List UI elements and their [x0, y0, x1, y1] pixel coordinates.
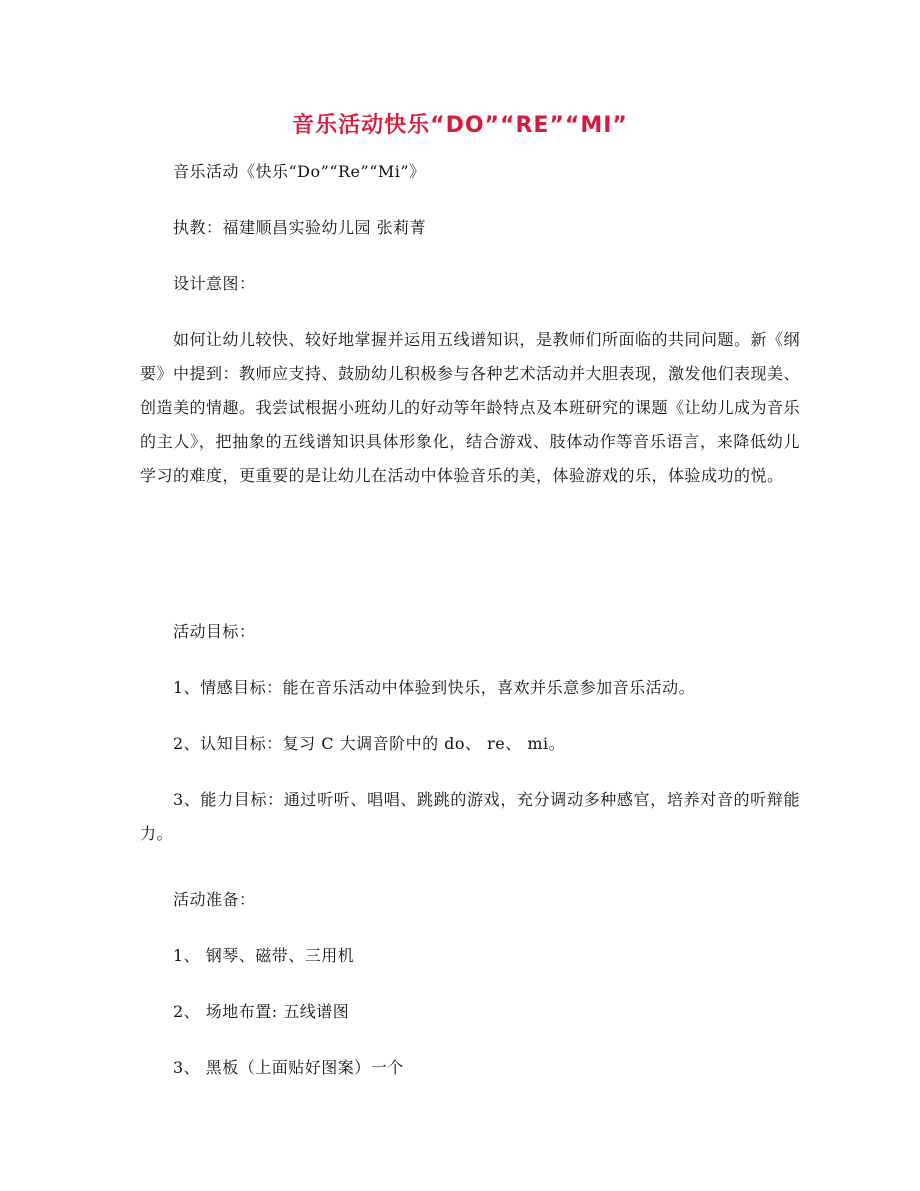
goal-item-3: 3、能力目标：通过听听、唱唱、跳跳的游戏，充分调动多种感官，培养对音的听辩能力。 — [140, 790, 800, 843]
subtitle: 音乐活动《快乐“Do”“Re”“Mi”》 — [173, 162, 426, 181]
design-heading: 设计意图： — [173, 274, 256, 293]
design-paragraph: 如何让幼儿较快、较好地掌握并运用五线谱知识，是教师们所面临的共同问题。新《纲要》中提到：教师应支持、鼓励幼儿积极参与各种艺术活动并大胆表现，激发他们表现美、创造美的情趣。我尝试根据小班幼儿的好动等年龄特点及本班研究的课题《让幼儿成为音乐的主人》，把抽象的五线谱知识具体形象化，结合游戏、肢体动作等音乐语言，来降低幼儿学习的难度，更重要的是让幼儿在活动中体验音乐的美，体验游戏的乐，体验成功的悦。 — [140, 330, 801, 485]
document-title: 音乐活动快乐“DO”“RE”“MI” — [292, 113, 628, 138]
prep-item-1: 1、 钢琴、磁带、三用机 — [173, 946, 355, 965]
prep-item-3: 3、 黑板（上面贴好图案）一个 — [173, 1058, 404, 1077]
prep-heading: 活动准备： — [173, 890, 256, 909]
prep-item-2: 2、 场地布置: 五线谱图 — [173, 1002, 350, 1021]
teacher-line: 执教：福建顺昌实验幼儿园 张莉菁 — [173, 218, 427, 237]
goals-heading: 活动目标： — [173, 622, 256, 641]
goal-item-1: 1、情感目标：能在音乐活动中体验到快乐，喜欢并乐意参加音乐活动。 — [173, 678, 696, 697]
goal-item-2: 2、认知目标：复习 C 大调音阶中的 do、 re、 mi。 — [173, 734, 566, 753]
